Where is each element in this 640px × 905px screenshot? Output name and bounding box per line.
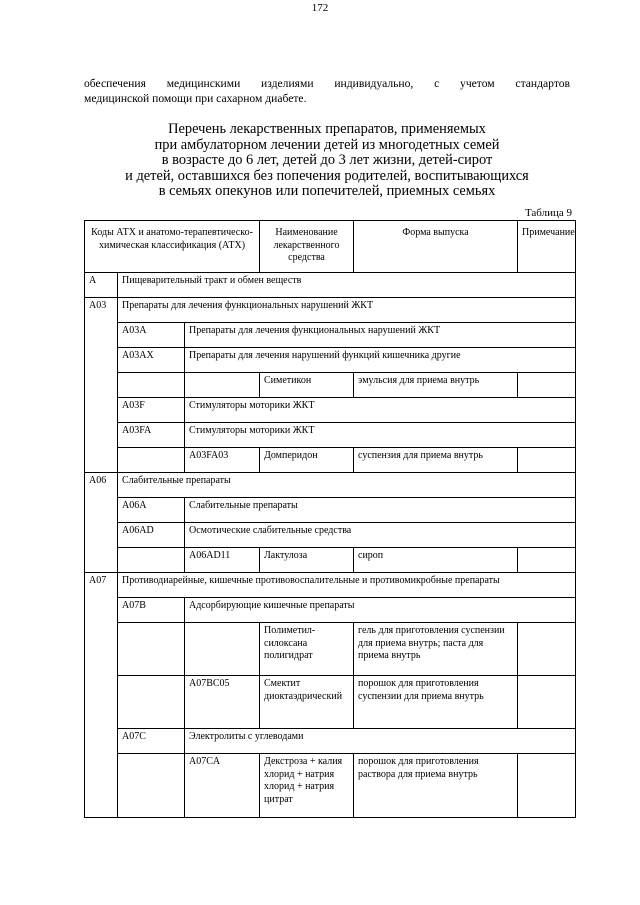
table-header-row xyxy=(85,221,576,273)
code-cell: A xyxy=(85,273,118,298)
note-cell xyxy=(518,623,576,676)
label-cell: Электролиты с углеводами xyxy=(185,729,576,754)
table-row xyxy=(85,398,576,423)
table-row xyxy=(85,548,576,573)
table-row xyxy=(85,598,576,623)
title-line: в возрасте до 6 лет, детей до 3 лет жизни, детей-сирот xyxy=(161,152,493,169)
empty-cell xyxy=(185,373,260,398)
label-cell: Препараты для лечения нарушений функций кишечника другие xyxy=(185,348,576,373)
drug-form-cell: порошок для приготовления раствора для приема внутрь xyxy=(354,754,518,818)
code-cell: A06AD11 xyxy=(185,548,260,573)
intro-line-1: обеспечения медицинскими изделиями индивидуально, с учетом стандартов xyxy=(84,77,570,90)
title-line: в семьях опекунов или попечителей, приемных семьях xyxy=(158,183,496,200)
table-row xyxy=(85,423,576,448)
table-row xyxy=(85,729,576,754)
label-cell: Стимуляторы моторики ЖКТ xyxy=(185,423,576,448)
table-row xyxy=(85,573,576,598)
drug-name-cell: Полиметил-силоксана полигидрат xyxy=(260,623,354,676)
table-row xyxy=(85,498,576,523)
code-cell: A07 xyxy=(85,573,118,818)
code-cell: A03FA xyxy=(118,423,185,448)
document-title xyxy=(84,122,570,200)
table-row xyxy=(85,473,576,498)
header-note: Примечание xyxy=(518,221,576,273)
table-row xyxy=(85,448,576,473)
table-row xyxy=(85,523,576,548)
label-cell: Слабительные препараты xyxy=(185,498,576,523)
code-cell: A03A xyxy=(118,323,185,348)
label-cell: Осмотические слабительные средства xyxy=(185,523,576,548)
empty-cell xyxy=(118,623,185,676)
code-cell: A07BC05 xyxy=(185,676,260,729)
code-cell: A03F xyxy=(118,398,185,423)
label-cell: Стимуляторы моторики ЖКТ xyxy=(185,398,576,423)
drug-name-cell: Симетикон xyxy=(260,373,354,398)
code-cell: A07B xyxy=(118,598,185,623)
empty-cell xyxy=(118,373,185,398)
code-cell: A06AD xyxy=(118,523,185,548)
intro-paragraph xyxy=(84,76,570,106)
title-line: Перечень лекарственных препаратов, применяемых xyxy=(168,121,486,137)
note-cell xyxy=(518,448,576,473)
table-row xyxy=(85,323,576,348)
note-cell xyxy=(518,373,576,398)
empty-cell xyxy=(118,548,185,573)
empty-cell xyxy=(185,623,260,676)
header-name: Наименование лекарственного средства xyxy=(260,221,354,273)
code-cell: A03 xyxy=(85,298,118,473)
label-cell: Препараты для лечения функциональных нарушений ЖКТ xyxy=(185,323,576,348)
drug-form-cell: порошок для приготовления суспензии для приема внутрь xyxy=(354,676,518,729)
label-cell: Пищеварительный тракт и обмен веществ xyxy=(118,273,576,298)
note-cell xyxy=(518,548,576,573)
empty-cell xyxy=(118,676,185,729)
atc-table xyxy=(84,220,576,818)
drug-name-cell: Домперидон xyxy=(260,448,354,473)
table-row xyxy=(85,623,576,676)
drug-form-cell: гель для приготовления суспензии для приема внутрь; паста для приема внутрь xyxy=(354,623,518,676)
drug-form-cell: эмульсия для приема внутрь xyxy=(354,373,518,398)
label-cell: Адсорбирующие кишечные препараты xyxy=(185,598,576,623)
drug-name-cell: Лактулоза xyxy=(260,548,354,573)
header-form: Форма выпуска xyxy=(354,221,518,273)
code-cell: A03FA03 xyxy=(185,448,260,473)
code-cell: A06A xyxy=(118,498,185,523)
label-cell: Слабительные препараты xyxy=(118,473,576,498)
table-row xyxy=(85,273,576,298)
drug-name-cell: Смектит диоктаэдрический xyxy=(260,676,354,729)
code-cell: A03AX xyxy=(118,348,185,373)
table-row xyxy=(85,373,576,398)
title-line: и детей, оставшихся без попечения родителей, воспитывающихся xyxy=(125,167,529,184)
code-cell: A07C xyxy=(118,729,185,754)
drug-form-cell: суспензия для приема внутрь xyxy=(354,448,518,473)
table-row xyxy=(85,676,576,729)
drug-form-cell: сироп xyxy=(354,548,518,573)
code-cell: A06 xyxy=(85,473,118,573)
table-row xyxy=(85,754,576,818)
table-row xyxy=(85,348,576,373)
intro-line-2: медицинской помощи при сахарном диабете. xyxy=(84,92,307,105)
note-cell xyxy=(518,676,576,729)
drug-name-cell: Декстроза + калия хлорид + натрия хлорид + натрия цитрат xyxy=(260,754,354,818)
empty-cell xyxy=(118,754,185,818)
label-cell: Препараты для лечения функциональных нарушений ЖКТ xyxy=(118,298,576,323)
label-cell: Противодиарейные, кишечные противовоспалительные и противомикробные препараты xyxy=(118,573,576,598)
header-atc: Коды АТХ и анатомо-терапевтическо-химическая классификация (АТХ) xyxy=(85,221,260,273)
table-row xyxy=(85,298,576,323)
title-line: при амбулаторном лечении детей из многодетных семей xyxy=(154,136,500,153)
code-cell: A07CA xyxy=(185,754,260,818)
note-cell xyxy=(518,754,576,818)
page-number: 172 xyxy=(311,2,329,14)
empty-cell xyxy=(118,448,185,473)
table-label: Таблица 9 xyxy=(524,207,572,219)
